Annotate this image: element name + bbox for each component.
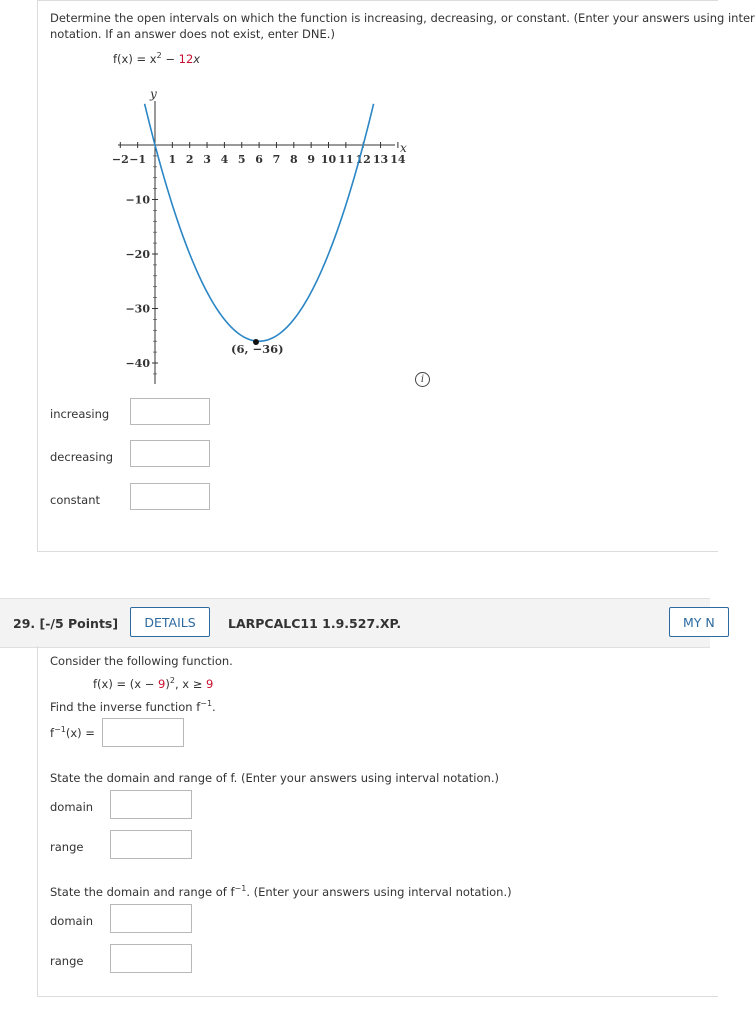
x-tick-label: 3 <box>203 153 211 166</box>
inverse-label: $f^{-1}(x)$ = <box>50 725 95 740</box>
x-tick-label: 2 <box>185 153 194 166</box>
y-axis-label: y <box>150 87 157 101</box>
function-definition-2: $f(x) = (x - 9)^2$, x ≥ 9 <box>93 676 214 691</box>
state-domain-range-f: State the domain and range of f. (Enter your answers using interval notation.) <box>50 771 499 785</box>
question-29-header <box>0 598 715 648</box>
question-number: 29. [-/5 Points] <box>13 616 119 631</box>
x-tick-label: 10 <box>320 153 337 166</box>
increasing-label: increasing <box>50 407 110 421</box>
y-tick-label: −30 <box>125 302 150 316</box>
domain-f-input[interactable] <box>110 790 192 819</box>
x-tick-label: 4 <box>220 153 229 166</box>
prompt-line-1: Determine the open intervals on which the function is increasing, decreasing, or constant. (Enter your answers using inter <box>50 11 755 25</box>
domain-label-finv: domain <box>50 914 94 928</box>
details-button[interactable]: DETAILS <box>130 607 210 637</box>
decreasing-input[interactable] <box>130 440 210 467</box>
my-notes-button[interactable]: MY N <box>669 607 729 637</box>
function-definition: $f(x) = x^2 - 12x$ <box>113 51 201 66</box>
find-inverse-text: Find the inverse function $f^{-1}$. <box>50 699 216 714</box>
question-29-panel <box>37 646 718 997</box>
domain-label-f: domain <box>50 800 94 814</box>
constant-input[interactable] <box>130 483 210 510</box>
increasing-input[interactable] <box>130 398 210 425</box>
range-label-finv: range <box>50 954 84 968</box>
info-icon[interactable]: i <box>415 372 430 387</box>
x-tick-label: 6 <box>255 153 263 166</box>
x-tick-label: 11 <box>338 153 354 166</box>
x-tick-label: 12 <box>355 153 371 166</box>
vertex-label: (6, −36) <box>231 342 284 356</box>
question-1-panel <box>37 0 755 552</box>
question-code: LARPCALC11 1.9.527.XP. <box>228 616 402 631</box>
y-tick-label: −40 <box>125 357 150 370</box>
x-tick-label: 8 <box>289 153 298 166</box>
constant-label: constant <box>50 493 100 507</box>
x-tick-label: −1 <box>129 153 147 166</box>
parabola-graph <box>38 1 438 391</box>
x-tick-label: 7 <box>272 153 281 166</box>
y-axis-ticks <box>125 156 158 374</box>
x-tick-label: 13 <box>372 153 389 166</box>
x-tick-label: 1 <box>168 153 177 166</box>
domain-finv-input[interactable] <box>110 904 192 933</box>
intro-text: Consider the following function. <box>50 654 233 668</box>
state-domain-range-finv: State the domain and range of $f^{-1}$. (Enter your answers using interval notation.) <box>50 884 512 899</box>
x-axis-label: x <box>400 141 407 155</box>
x-tick-label: −2 <box>111 153 129 166</box>
y-tick-label: −20 <box>125 248 150 261</box>
range-label-f: range <box>50 840 84 854</box>
x-tick-label: 5 <box>237 153 246 166</box>
x-tick-label: 9 <box>307 153 315 166</box>
parabola-curve <box>145 104 374 341</box>
prompt-line-2: notation. If an answer does not exist, enter DNE.) <box>50 27 335 41</box>
inverse-input[interactable] <box>102 718 184 747</box>
y-tick-label: −10 <box>125 193 150 207</box>
range-f-input[interactable] <box>110 830 192 859</box>
range-finv-input[interactable] <box>110 944 192 973</box>
decreasing-label: decreasing <box>50 450 114 464</box>
x-tick-label: 14 <box>390 153 406 166</box>
